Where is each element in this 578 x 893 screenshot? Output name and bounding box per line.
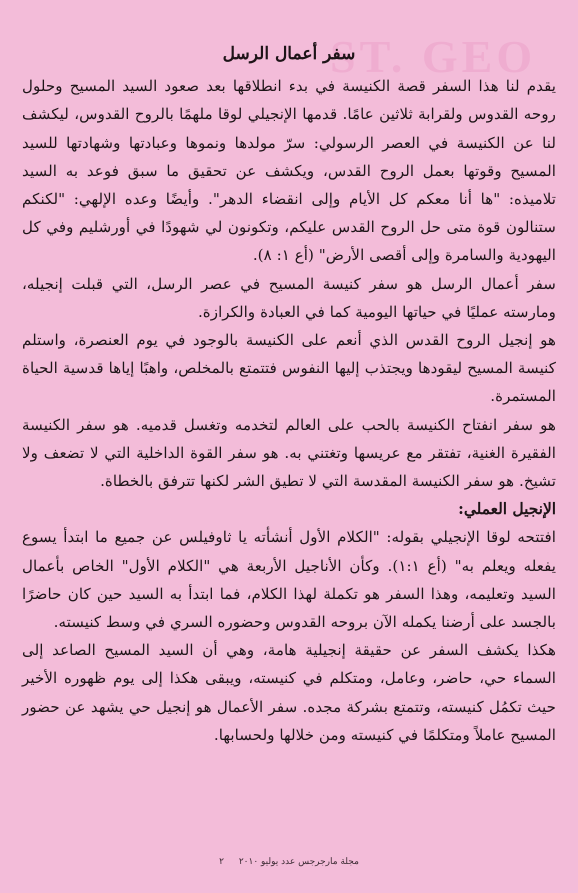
paragraph-5: افتتحه لوقا الإنجيلي بقوله: "الكلام الأول أنشأته يا ثاوفيلس عن جميع ما ابتدأ يسوع يفعله ويعلم به" (أع ١:١). وكأن الأناجيل الأربعة هي "الكلام الأول" الخاص بأعمال السيد وتعليمه، وهذا السفر هو تكملة لهذا الكلام، فما ابتدأ به السيد حين كان حاضرًا بالجسد على أرضنا يكمله الآن بروحه القدوس وحضوره السري في وسط كنيسته.: [22, 528, 556, 632]
page-footer: [0, 857, 578, 867]
paragraph-2: سفر أعمال الرسل هو سفر كنيسة المسيح في عصر الرسل، التي قبلت إنجيله، ومارسته عمليًا في حياتها اليومية كما في العبادة والكرازة.: [22, 274, 556, 321]
section-heading: الإنجيل العملي:: [458, 500, 556, 519]
paragraph-4: هو سفر انفتاح الكنيسة بالحب على العالم لتخدمه وتغسل قدميه. هو سفر الكنيسة الفقيرة الغنية، تفتقر مع عريسها وتغتني به. هو سفر القوة الداخلية التي لا تضعف ولا تشيخ. هو سفر الكنيسة المقدسة التي لا تطيق الشر لكنها تترفق بالخطاة.: [22, 415, 556, 491]
paragraph-6: هكذا يكشف السفر عن حقيقة إنجيلية هامة، وهي أن السيد المسيح الصاعد إلى السماء حي، حاضر، وعامل، ومتكلم في كنيسته، ويبقى هكذا إلى يوم ظهوره الأخير حيث تكمُل كنيسته، وتتمتع بشركة مجده. سفر الأعمال هو إنجيل حي يشهد عن حضور المسيح عاملاً ومتكلمًا في كنيسته ومن خلالها ولحسابها.: [22, 641, 556, 744]
article-title: سفر أعمال الرسل: [222, 44, 356, 64]
watermark-text: ST. GEO: [330, 31, 537, 82]
paragraph-3: هو إنجيل الروح القدس الذي أنعم على الكنيسة بالوجود في يوم العنصرة، واستلم كنيسة المسيح ليقودها ويجتذب إليها النفوس فتتمتع بالمخلص، واهبًا إياها قدسية الحياة المستمرة.: [22, 331, 556, 406]
page-number: ٢: [219, 857, 224, 867]
paragraph-1: يقدم لنا هذا السفر قصة الكنيسة في بدء انطلاقها بعد صعود السيد المسيح وحلول روحه القدوس ولقرابة ثلاثين عامًا. قدمها الإنجيلي لوقا ملهمًا بالروح القدوس، ليكشف لنا عن الكنيسة في العصر الرسولي: سرّ مولدها ونموها وعبادتها وشهادتها للسيد المسيح وقوتها بعمل الروح القدس، ويكشف عن تحقيق ما سبق فوعد به السيد تلاميذه: "ها أنا معكم كل الأيام وإلى انقضاء الدهر". وأيضًا وعده الإلهي: "لكنكم ستنالون قوة متى حل الروح القدس عليكم، وتكونون لي شهودًا في أورشليم وفي كل اليهودية والسامرة وإلى أقصى الأرض" (أع ١: ٨).: [22, 77, 556, 265]
article-body: [22, 40, 556, 749]
footer-magazine: مجلة مارجرجس عدد يوليو ٢٠١٠: [238, 857, 359, 867]
